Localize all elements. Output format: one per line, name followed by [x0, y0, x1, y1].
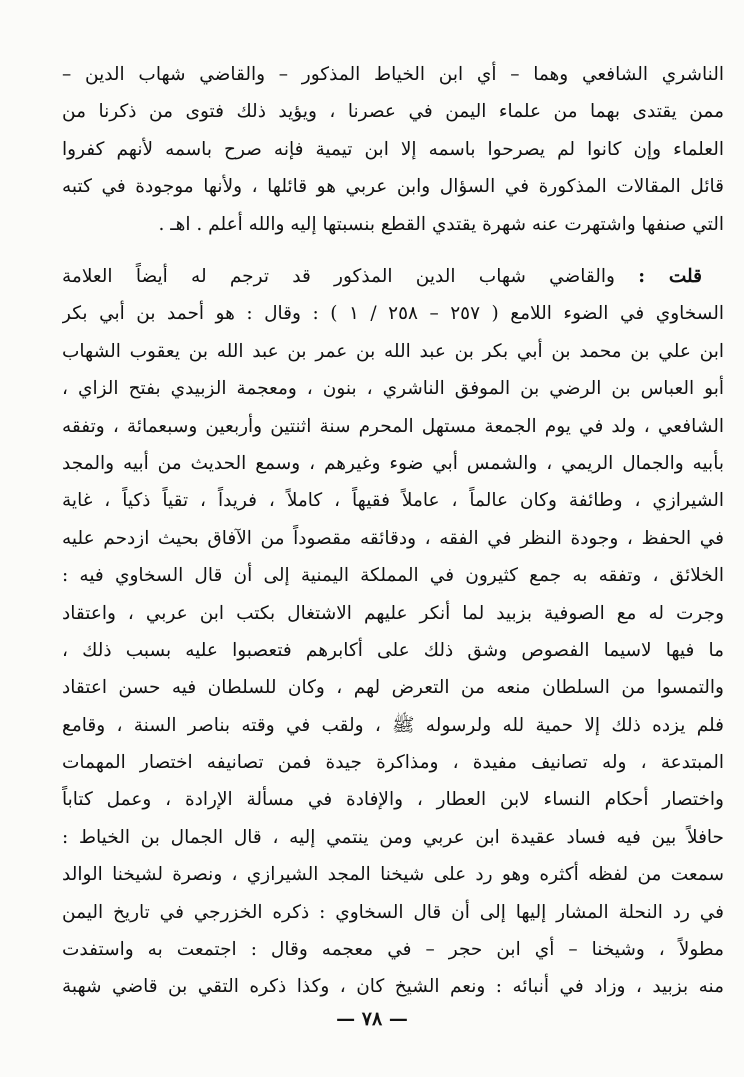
- text-line: الشيرازي ، وطائفة وكان عالماً ، عاملاً فقيهاً ، كاملاً ، فريداً ، تقياً ذكياً ، غاية: [62, 490, 724, 512]
- text-line: منه بزبيد ، وزاد في أنبائه : ونعم الشيخ كان ، وكذا ذكره التقي بن قاضي شهبة: [62, 976, 724, 998]
- text-line: حافلاً بين فيه فساد عقيدة ابن عربي ومن ينتمي إليه ، قال الجمال بن الخياط :: [62, 826, 724, 848]
- text-line: وجرت له مع الصوفية بزبيد لما أنكر عليهم الاشتغال بكتب ابن عربي ، واعتقاد: [62, 602, 724, 624]
- text-line: العلماء وإن كانوا لم يصرحوا باسمه إلا ابن تيمية فإنه صرح باسمه لأنهم كفروا: [62, 138, 724, 160]
- text-line: الناشري الشافعي وهما – أي ابن الخياط المذكور – والقاضي شهاب الدين –: [62, 64, 724, 85]
- text-line: الشافعي ، ولد في يوم الجمعة مستهل المحرم سنة اثنتين وأربعين وسبعمائة ، وتفقه: [62, 415, 724, 437]
- paragraph-2: [62, 258, 724, 1006]
- text-line-first: [62, 258, 724, 295]
- text-line: في رد النحلة المشار إليها إلى أن قال السخاوي : ذكره الخزرجي في تاريخ اليمن: [62, 901, 724, 923]
- text-line: فلم يزده ذلك إلا حمية لله ولرسوله ﷺ ، ولقب في وقته بناصر السنة ، وقامع: [62, 714, 724, 736]
- text-line: مطولاً ، وشيخنا – أي ابن حجر – في معجمه وقال : اجتمعت به واستفدت: [62, 939, 724, 961]
- page-number: — ٧٨ —: [336, 1008, 408, 1030]
- paragraph-1: [62, 56, 724, 243]
- text-line: ما فيها لاسيما الفصوص وشق ذلك على أكابرهم فتعصبوا عليه بسبب ذلك ،: [62, 639, 724, 661]
- text-line: المبتدعة ، وله تصانيف مفيدة ، ومذاكرة جيدة فمن تصانيفه اختصار المهمات: [62, 752, 724, 774]
- text-line: التي صنفها واشتهرت عنه شهرة يقتدي القطع بنسبتها إليه والله أعلم . اهـ .: [158, 213, 724, 235]
- text-line: ممن يقتدى بهما من علماء اليمن في عصرنا ، ويؤيد ذلك فتوى من ذكرنا من: [62, 101, 724, 123]
- text-line: واختصار أحكام النساء لابن العطار ، والإفادة في مسألة الإرادة ، وعمل كتاباً: [62, 789, 724, 811]
- text-line: بأبيه والجمال الريمي ، والشمس أبي ضوء وغيرهم ، وسمع الحديث من أبيه والمجد: [62, 452, 724, 474]
- text-line: ابن علي بن محمد بن أبي بكر بن عبد الله بن عمر بن عبد الله بن يعقوب الشهاب: [62, 340, 724, 362]
- text-line: والتمسوا من السلطان منعه من التعرض لهم ، وكان للسلطان فيه حسن اعتقاد: [62, 677, 724, 699]
- text-line: قائل المقالات المذكورة في السؤال وابن عربي هو قائلها ، ولأنها موجودة في كتبه: [62, 176, 724, 198]
- text-line: أبو العباس بن الرضي بن الموفق الناشري ، بنون ، ومعجمة الزبيدي بفتح الزاي ،: [62, 378, 724, 400]
- text-line-rest: والقاضي شهاب الدين المذكور قد ترجم له أيضاً العلامة: [62, 266, 639, 287]
- text-line: السخاوي في الضوء اللامع ( ٢٥٧ – ٢٥٨ / ١ ) : وقال : هو أحمد بن أبي بكر: [62, 303, 724, 325]
- text-line: في الحفظ ، وجودة النظر في الفقه ، ودقائقه مقصوداً من الآفاق بحيث ازدحم عليه: [62, 527, 724, 549]
- text-line: سمعت من لفظه أكثره وهو رد على شيخنا المجد الشيرازي ، ونصرة لشيخنا الوالد: [62, 864, 724, 886]
- text-line: الخلائق ، وتفقه به جمع كثيرون في المملكة اليمنية إلى أن قال السخاوي فيه :: [62, 565, 724, 587]
- qult-lead-word: قلت :: [638, 266, 703, 287]
